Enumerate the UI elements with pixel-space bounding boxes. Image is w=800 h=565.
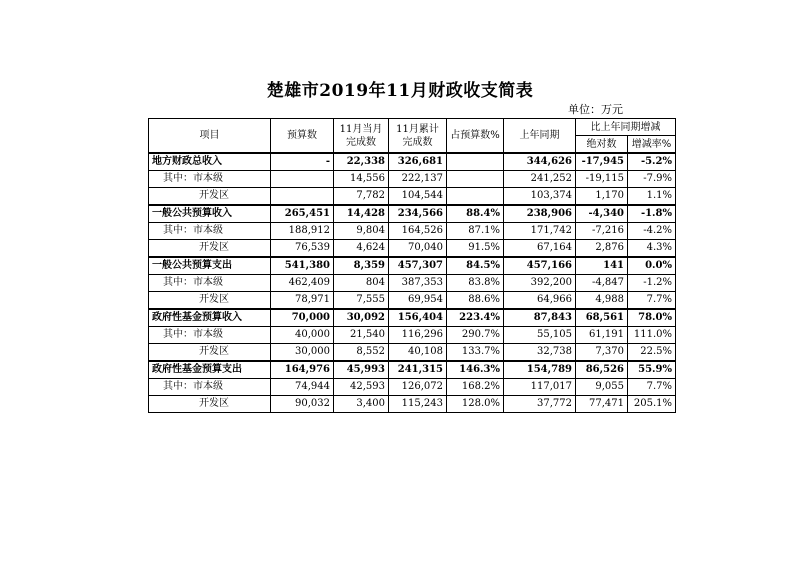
cell-month: 21,540 [334,327,389,344]
row-label: 其中：市本级 [149,171,271,188]
cell-month: 22,338 [334,153,389,171]
cell-budget [271,171,334,188]
row-label: 一般公共预算收入 [149,205,271,223]
cell-rate: 0.0% [628,257,676,275]
table-row [149,327,676,344]
cell-budget: 70,000 [271,309,334,327]
cell-share: 290.7% [447,327,504,344]
row-label: 开发区 [149,188,271,206]
cell-month: 4,624 [334,240,389,258]
cell-abs: -4,847 [576,275,628,292]
cell-month: 9,804 [334,223,389,240]
row-label: 开发区 [149,240,271,258]
cell-rate: -7.9% [628,171,676,188]
cell-abs: 2,876 [576,240,628,258]
cell-cumulative: 241,315 [389,361,447,379]
header-month: 11月当月完成数 [334,119,389,154]
cell-share: 91.5% [447,240,504,258]
header-abs: 绝对数 [576,136,628,154]
header-compare: 比上年同期增减 [576,119,676,136]
table-row [149,361,676,379]
table-row [149,379,676,396]
cell-rate: 22.5% [628,344,676,362]
table-row [149,292,676,310]
cell-month: 45,993 [334,361,389,379]
cell-share: 88.6% [447,292,504,310]
table-row [149,205,676,223]
cell-month: 8,359 [334,257,389,275]
row-label: 政府性基金预算支出 [149,361,271,379]
cell-budget: 74,944 [271,379,334,396]
table-row [149,309,676,327]
cell-abs: 68,561 [576,309,628,327]
cell-cumulative: 234,566 [389,205,447,223]
header-share: 占预算数% [447,119,504,154]
cell-cumulative: 126,072 [389,379,447,396]
cell-month: 3,400 [334,396,389,413]
row-label: 开发区 [149,292,271,310]
cell-share: 88.4% [447,205,504,223]
cell-budget: 164,976 [271,361,334,379]
cell-budget: 90,032 [271,396,334,413]
cell-share: 84.5% [447,257,504,275]
cell-abs: -17,945 [576,153,628,171]
page-title: 楚雄市2019年11月财政收支简表 [266,81,534,101]
cell-last-year: 154,789 [504,361,576,379]
row-label: 其中：市本级 [149,223,271,240]
cell-month: 7,555 [334,292,389,310]
cell-budget: 30,000 [271,344,334,362]
cell-cumulative: 222,137 [389,171,447,188]
table-row [149,171,676,188]
cell-abs: 141 [576,257,628,275]
cell-budget: - [271,153,334,171]
table-row [149,257,676,275]
cell-share [447,153,504,171]
cell-abs: -7,216 [576,223,628,240]
cell-month: 42,593 [334,379,389,396]
cell-last-year: 171,742 [504,223,576,240]
cell-last-year: 87,843 [504,309,576,327]
row-label: 地方财政总收入 [149,153,271,171]
table-body [149,153,676,413]
cell-rate: 7.7% [628,379,676,396]
cell-share [447,171,504,188]
cell-cumulative: 104,544 [389,188,447,206]
cell-rate: -1.2% [628,275,676,292]
cell-abs: 7,370 [576,344,628,362]
row-label: 一般公共预算支出 [149,257,271,275]
header-last-year: 上年同期 [504,119,576,154]
cell-cumulative: 116,296 [389,327,447,344]
cell-cumulative: 69,954 [389,292,447,310]
cell-month: 30,092 [334,309,389,327]
row-label: 其中：市本级 [149,379,271,396]
cell-last-year: 117,017 [504,379,576,396]
cell-share: 87.1% [447,223,504,240]
cell-share: 146.3% [447,361,504,379]
cell-budget: 462,409 [271,275,334,292]
cell-share: 128.0% [447,396,504,413]
cell-rate: -1.8% [628,205,676,223]
cell-last-year: 32,738 [504,344,576,362]
header-item: 项目 [149,119,271,154]
table-row [149,223,676,240]
cell-last-year: 241,252 [504,171,576,188]
cell-abs: -4,340 [576,205,628,223]
cell-abs: 77,471 [576,396,628,413]
row-label: 政府性基金预算收入 [149,309,271,327]
cell-cumulative: 326,681 [389,153,447,171]
cell-budget: 541,380 [271,257,334,275]
cell-rate: 1.1% [628,188,676,206]
cell-cumulative: 156,404 [389,309,447,327]
cell-cumulative: 40,108 [389,344,447,362]
cell-budget: 78,971 [271,292,334,310]
cell-last-year: 37,772 [504,396,576,413]
cell-last-year: 67,164 [504,240,576,258]
header-cumulative: 11月累计完成数 [389,119,447,154]
cell-cumulative: 387,353 [389,275,447,292]
cell-share: 133.7% [447,344,504,362]
cell-share [447,188,504,206]
cell-share: 83.8% [447,275,504,292]
finance-table [148,118,676,413]
cell-rate: -5.2% [628,153,676,171]
cell-month: 804 [334,275,389,292]
row-label: 开发区 [149,396,271,413]
cell-rate: 4.3% [628,240,676,258]
cell-abs: 61,191 [576,327,628,344]
cell-cumulative: 70,040 [389,240,447,258]
header-rate: 增减率% [628,136,676,154]
cell-share: 168.2% [447,379,504,396]
cell-share: 223.4% [447,309,504,327]
table-row [149,344,676,362]
cell-abs: 9,055 [576,379,628,396]
cell-budget [271,188,334,206]
cell-cumulative: 164,526 [389,223,447,240]
table-row [149,396,676,413]
row-label: 其中：市本级 [149,327,271,344]
cell-month: 7,782 [334,188,389,206]
cell-budget: 40,000 [271,327,334,344]
cell-budget: 76,539 [271,240,334,258]
table-row [149,188,676,206]
cell-last-year: 55,105 [504,327,576,344]
row-label: 其中：市本级 [149,275,271,292]
cell-abs: 4,988 [576,292,628,310]
cell-budget: 265,451 [271,205,334,223]
cell-rate: 7.7% [628,292,676,310]
cell-rate: -4.2% [628,223,676,240]
cell-rate: 205.1% [628,396,676,413]
cell-last-year: 238,906 [504,205,576,223]
table-row [149,240,676,258]
table-row [149,275,676,292]
unit-label: 单位：万元 [568,103,623,116]
cell-abs: 1,170 [576,188,628,206]
cell-rate: 78.0% [628,309,676,327]
cell-last-year: 103,374 [504,188,576,206]
cell-month: 14,556 [334,171,389,188]
cell-last-year: 457,166 [504,257,576,275]
cell-last-year: 64,966 [504,292,576,310]
cell-abs: -19,115 [576,171,628,188]
cell-rate: 111.0% [628,327,676,344]
table-row [149,153,676,171]
cell-last-year: 344,626 [504,153,576,171]
cell-abs: 86,526 [576,361,628,379]
cell-rate: 55.9% [628,361,676,379]
cell-month: 8,552 [334,344,389,362]
cell-cumulative: 115,243 [389,396,447,413]
header-budget: 预算数 [271,119,334,154]
cell-cumulative: 457,307 [389,257,447,275]
row-label: 开发区 [149,344,271,362]
cell-last-year: 392,200 [504,275,576,292]
cell-budget: 188,912 [271,223,334,240]
cell-month: 14,428 [334,205,389,223]
